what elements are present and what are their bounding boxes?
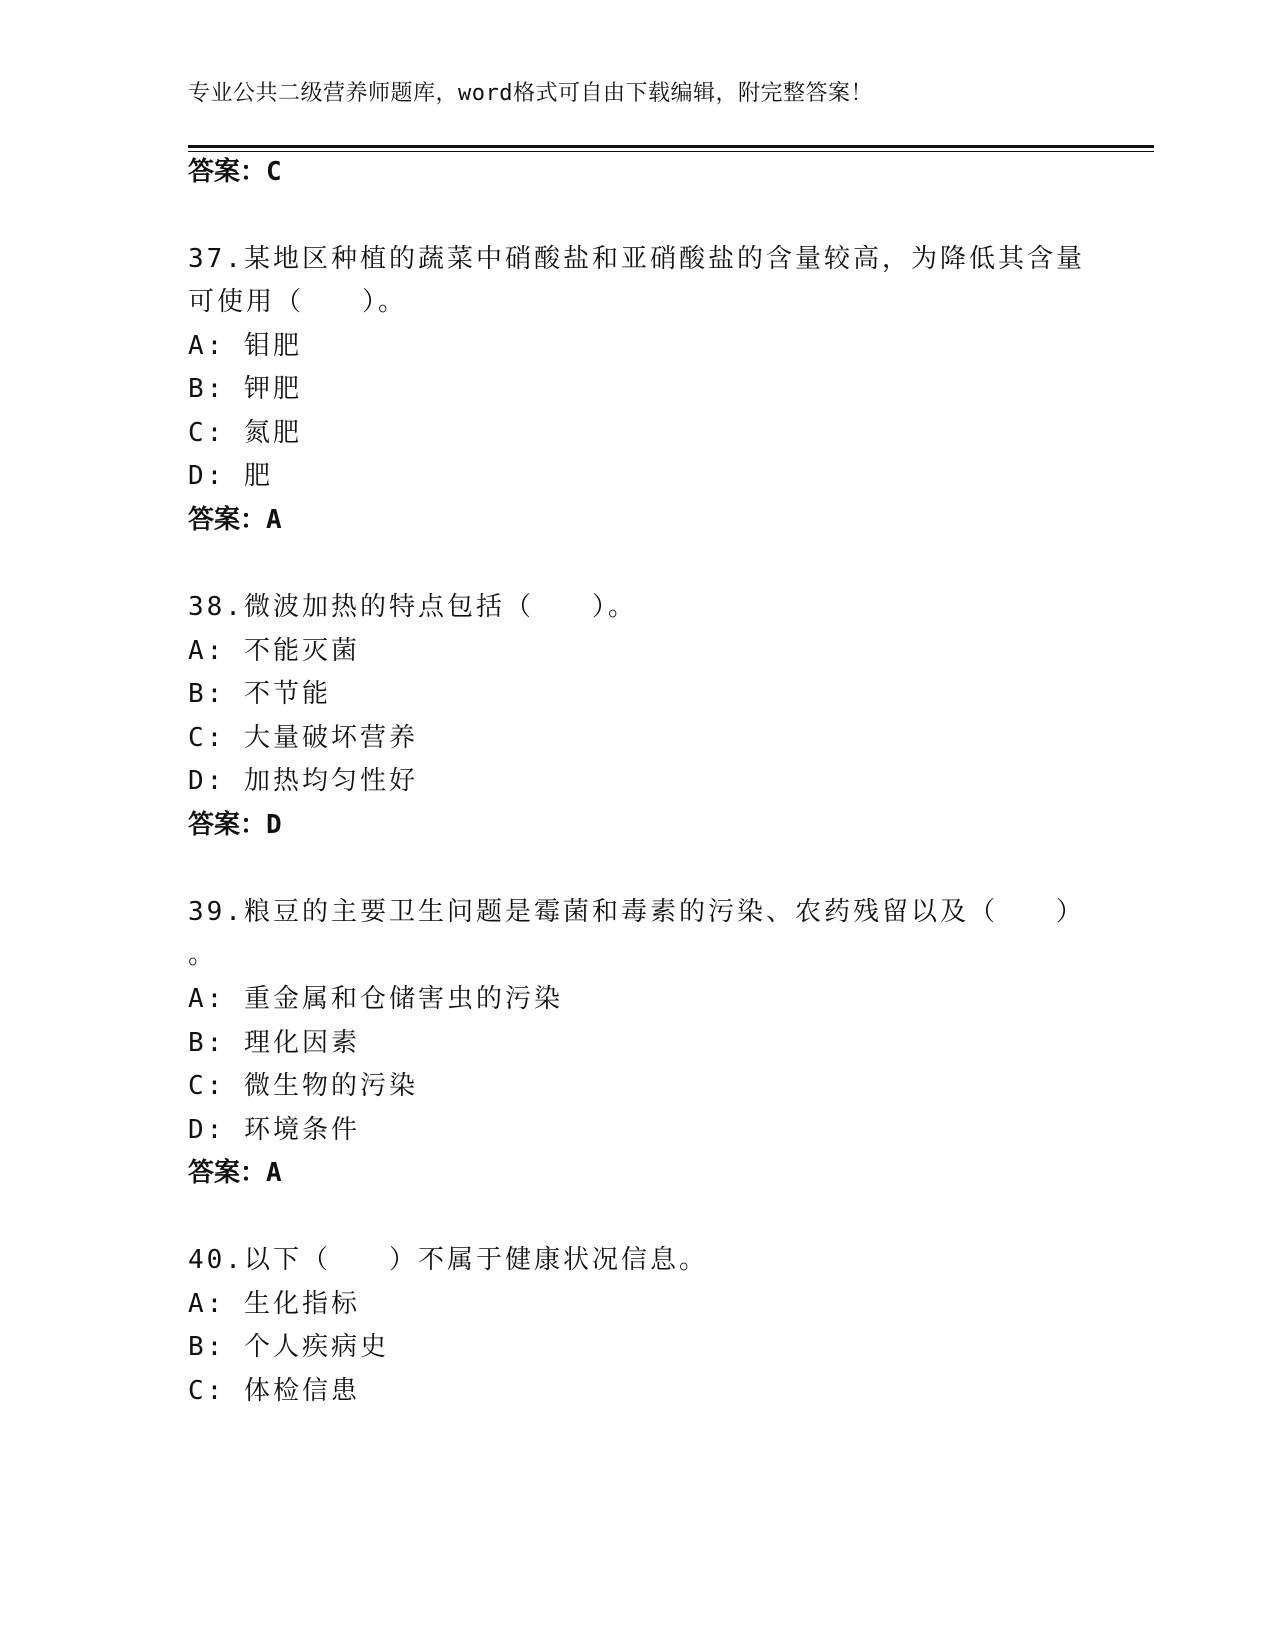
answer-value: A — [266, 1158, 282, 1188]
answer-line — [188, 1158, 282, 1188]
option-c: C: 大量破坏营养 — [188, 723, 418, 753]
question-stem-line: 40.以下（ ）不属于健康状况信息。 — [188, 1245, 708, 1275]
option-d: D: 环境条件 — [188, 1115, 360, 1145]
question-stem-line: 。 — [188, 940, 218, 970]
answer-label: 答案： — [188, 157, 267, 187]
option-d: D: 肥 — [188, 461, 273, 491]
question-stem-line: 37.某地区种植的蔬菜中硝酸盐和亚硝酸盐的含量较高，为降低其含量 — [188, 244, 1085, 274]
header-rule-thick — [188, 145, 1154, 148]
answer-value: A — [266, 505, 282, 535]
header-rule-thin — [188, 151, 1154, 152]
option-b: B: 钾肥 — [188, 374, 302, 404]
option-c: C: 氮肥 — [188, 418, 302, 448]
answer-label: 答案： — [188, 505, 267, 535]
question-stem-line: 39.粮豆的主要卫生问题是霉菌和毒素的污染、农药残留以及（ ） — [188, 897, 1085, 927]
option-d: D: 加热均匀性好 — [188, 766, 418, 796]
answer-label: 答案： — [188, 810, 267, 840]
option-c: C: 微生物的污染 — [188, 1071, 418, 1101]
answer-value: C — [266, 157, 282, 187]
option-c: C: 体检信患 — [188, 1376, 360, 1406]
answer-line — [188, 505, 282, 535]
page-header: 专业公共二级营养师题库，word格式可自由下载编辑，附完整答案！ — [188, 81, 873, 106]
answer-line — [188, 810, 282, 840]
answer-label: 答案： — [188, 1158, 267, 1188]
question-stem-line: 可使用（ ）。 — [188, 287, 408, 317]
option-b: B: 理化因素 — [188, 1028, 360, 1058]
option-a: A: 不能灭菌 — [188, 636, 360, 666]
question-stem-line: 38.微波加热的特点包括（ ）。 — [188, 592, 637, 622]
option-b: B: 个人疾病史 — [188, 1332, 389, 1362]
option-a: A: 生化指标 — [188, 1289, 360, 1319]
option-a: A: 钼肥 — [188, 331, 302, 361]
answer-line — [188, 157, 282, 187]
option-b: B: 不节能 — [188, 679, 331, 709]
option-a: A: 重金属和仓储害虫的污染 — [188, 984, 563, 1014]
answer-value: D — [266, 810, 282, 840]
